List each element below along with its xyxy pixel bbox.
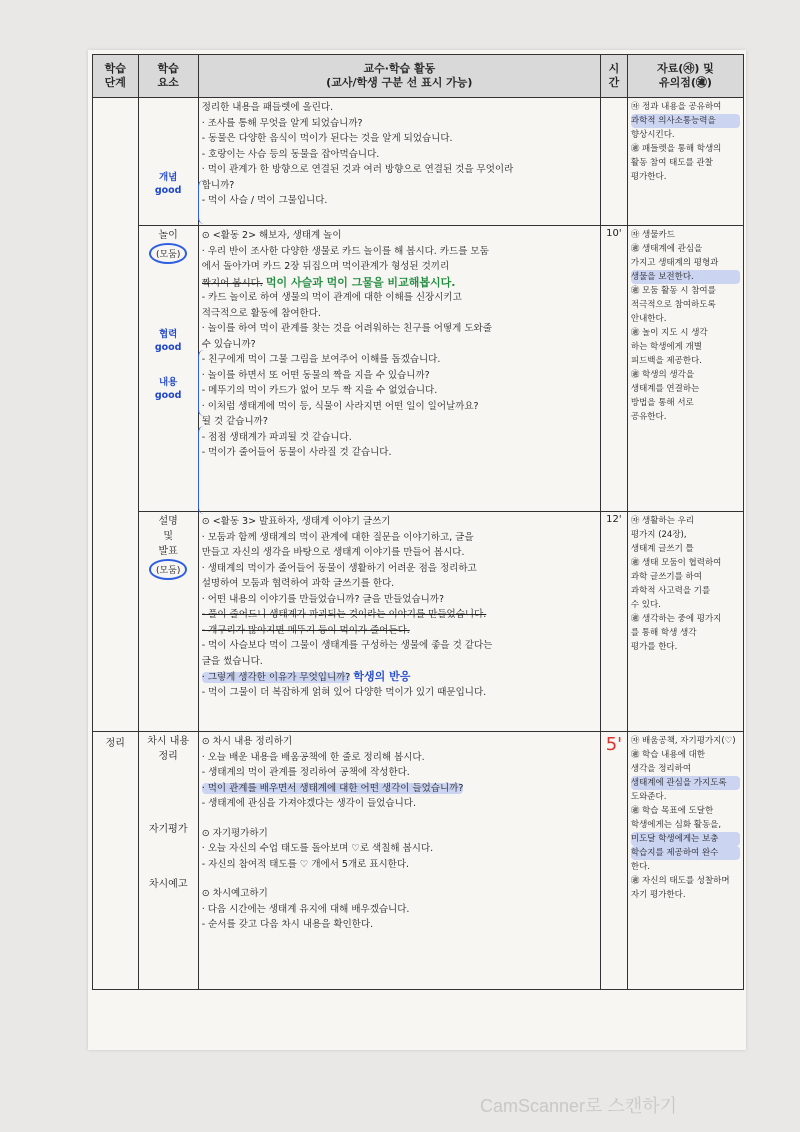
row2-res: ㉶ 생물카드: [630, 230, 675, 240]
row1-res: 향상시킨다.: [630, 130, 675, 140]
row3-res: 를 통해 학생 생각: [630, 628, 697, 638]
row2-green-annotation: 먹이 사슬과 먹이 그물을 비교해봅시다.: [265, 275, 456, 289]
row3-res: 과학 글쓰기를 하여: [630, 572, 702, 582]
row4-line: [202, 781, 597, 797]
row2-time: 10': [600, 226, 627, 512]
row3-res: 수 있다.: [630, 600, 661, 610]
row2-res: ㊜ 생태계에 관심을: [630, 244, 703, 254]
row2-bracket-mark: [198, 350, 205, 416]
row4-activity: [198, 732, 600, 990]
row2-line: - 메뚜기의 먹이 카드가 없어 모두 짝 지을 수 없었습니다.: [201, 385, 438, 396]
row4-res: 자기 평가한다.: [630, 890, 686, 900]
row4-resources: [627, 732, 743, 990]
row2-res: 하는 학생에게 개별: [630, 342, 702, 352]
row2-line: 적극적으로 활동에 참여한다.: [201, 307, 321, 319]
row3-line: - 개구리가 많아지면 메뚜기 등이 먹이가 줄어든다.: [201, 624, 410, 636]
row4-res: ㊜ 학습 목표에 도달한: [630, 806, 714, 816]
header-resources-sub: 유의점(㊜): [658, 76, 712, 89]
row2-note-good1: good: [154, 342, 182, 353]
row4-line: - 생태계에 관심을 가져야겠다는 생각이 들었습니다.: [201, 798, 416, 809]
row4-res: 학습지를 제공하여 완수: [631, 846, 740, 860]
row2-line: ⊙ <활동 2> 해보자, 생태계 놀이: [201, 230, 342, 241]
row3-highlight: · 그렇게 생각한 이유가 무엇입니까?: [201, 672, 351, 683]
row2-res: 적극적으로 참여하도록: [630, 300, 716, 310]
row4-line: - 자신의 참여적 태도를 ♡ 개에서 5개로 표시한다.: [201, 858, 410, 870]
row4-stage: 정리: [93, 732, 139, 990]
header-resources-title: 자료(㉶) 및: [657, 62, 714, 75]
lesson-plan-table: [92, 54, 744, 990]
row2-res: 생물을 보전한다.: [631, 270, 740, 284]
row1-line: · 조사를 통해 무엇을 알게 되었습니까?: [201, 117, 363, 129]
row3-line: · 모둠과 함께 생태계의 먹이 관계에 대한 질문을 이야기하고, 글을: [201, 531, 474, 543]
row2-line: 에서 돌아가며 카드 2장 뒤집으며 먹이관계가 형성된 것끼리: [201, 261, 450, 272]
header-activity-sub: (교사/학생 구분 선 표시 가능): [326, 76, 473, 89]
row1-line: - 호랑이는 사슴 등의 동물을 잡아먹습니다.: [201, 148, 380, 160]
row1-resources: [627, 98, 743, 226]
row1-res: 활동 참여 태도를 관찰: [630, 158, 713, 168]
row1-res: ㉶ 정과 내용을 공유하여: [630, 102, 722, 112]
header-row: [93, 55, 744, 98]
row2-line: · 우리 반이 조사한 다양한 생물로 카드 놀이를 해 봅시다. 카드를 모둠: [201, 245, 489, 257]
row2-resources: [627, 226, 743, 512]
row1-note-good: good: [154, 184, 182, 196]
row1-line: - 동물은 다양한 음식이 먹이가 된다는 것을 알게 되었습니다.: [201, 133, 453, 144]
row4-res: 생각을 정리하여: [630, 764, 692, 774]
row3-res: 생태계 글쓰기 틀: [630, 544, 694, 554]
row3-line: ⊙ <활동 3> 발표하자, 생태계 이야기 글쓰기: [201, 516, 391, 527]
row1-stage: [93, 98, 139, 732]
row3-res: 과학적 사고력을 기를: [630, 586, 711, 596]
row3-element-label: 설명 및 발표: [158, 516, 178, 557]
row2-note-content: 내용: [158, 377, 178, 388]
row4-res: 학생에게는 심화 활동을,: [630, 820, 722, 830]
row2-res: ㊜ 모둠 활동 시 참여를: [630, 286, 716, 296]
row2-res: 방법을 통해 서로: [630, 398, 694, 408]
row4-element-preview: 차시예고: [148, 879, 188, 890]
row4-line: · 오늘 배운 내용을 배움공책에 한 줄로 정리해 봅시다.: [201, 751, 425, 763]
row4-element: [138, 732, 198, 990]
row2-res: ㊜ 놀이 지도 시 생각: [630, 328, 708, 338]
row2-line: - 카드 놀이로 하여 생물의 먹이 관계에 대한 이해를 신장시키고: [201, 292, 462, 303]
row2-activity: [198, 226, 600, 512]
row2-line: - 점점 생태계가 파괴될 것 같습니다.: [201, 431, 352, 443]
row3-resources: [627, 512, 743, 732]
row4-res: 생태계에 관심을 가지도록: [631, 776, 740, 790]
header-element: 학습 요소: [138, 55, 198, 98]
row4-line: · 다음 시간에는 생태계 유지에 대해 배우겠습니다.: [201, 903, 410, 915]
row-explain: [93, 512, 744, 732]
row4-line: ⊙ 차시예고하기: [201, 888, 268, 899]
row1-res: 과학적 의사소통능력을: [631, 114, 740, 128]
row3-element: [138, 512, 198, 732]
row1-note-concept: 개념: [158, 171, 178, 183]
row2-line: · 놀이를 하여 먹이 관계를 찾는 것을 어려워하는 친구를 어떻게 도와줄: [201, 323, 492, 334]
row2-res: 피드백을 제공한다.: [630, 356, 702, 366]
row3-res: ㊜ 생각하는 중에 평가지: [630, 614, 722, 624]
header-activity: [198, 55, 600, 98]
row4-res: 미도달 학생에게는 보충: [631, 832, 740, 846]
row-organize: [93, 98, 744, 226]
row2-line: [202, 275, 597, 291]
row4-element-summary: 차시 내용 정리: [147, 736, 190, 762]
row3-line: [202, 669, 597, 685]
header-stage: 학습 단계: [93, 55, 139, 98]
row1-line: · 먹이 관계가 한 방향으로 연결된 것과 여러 방향으로 연결된 것을 무엇이라: [201, 164, 514, 175]
row3-line: - 풀이 줄어드니 생태계가 파괴되는 것이라는 이야기를 만들었습니다.: [201, 609, 487, 620]
row1-line: 합니까?: [201, 179, 235, 191]
row2-line: 될 것 같습니까?: [201, 416, 268, 427]
row3-res: ㉶ 생활하는 우리: [630, 516, 695, 526]
row3-res: 평가지 (24장),: [630, 530, 687, 540]
row2-line: · 놀이를 하면서 또 어떤 동물의 짝을 지을 수 있습니까?: [201, 369, 430, 381]
row4-res: 도와준다.: [630, 792, 667, 802]
row2-note-good2: good: [154, 390, 182, 401]
row4-res: ㉶ 배움공책, 자기평가지(♡): [630, 736, 736, 746]
row4-res: ㊜ 학습 내용에 대한: [630, 750, 705, 760]
row4-line: · 오늘 자신의 수업 태도를 돌아보며 ♡로 색칠해 봅시다.: [201, 843, 434, 854]
row2-struck-text: 짝지어 봅시다.: [201, 277, 263, 289]
row4-highlight: · 먹이 관계를 배우면서 생태계에 대한 어떤 생각이 들었습니까?: [201, 782, 464, 794]
row3-line: - 먹이 사슬보다 먹이 그물이 생태계를 구성하는 생물에 좋을 것 같다는: [201, 640, 493, 651]
row3-line: · 생태계의 먹이가 줄어들어 동물이 생활하기 어려운 점을 정리하고: [201, 562, 477, 574]
row4-element-selfeval: 자기평가: [148, 824, 188, 835]
row4-line: ⊙ 자기평가하기: [201, 827, 268, 839]
row-summary: [93, 732, 744, 990]
row-play: [93, 226, 744, 512]
row1-line: 정리한 내용을 패들렛에 올린다.: [201, 102, 334, 113]
row1-activity: [198, 98, 600, 226]
row2-res: ㊜ 학생의 생각을: [630, 370, 695, 380]
row2-res: 생태계를 연결하는: [630, 384, 700, 394]
row3-time: 12': [600, 512, 627, 732]
row2-group-circle: (모둠): [149, 243, 187, 264]
row3-res: 평가를 한다.: [630, 642, 678, 652]
row2-res: 가지고 생태계의 평형과: [630, 258, 719, 268]
row1-bracket-mark: [198, 180, 205, 224]
row2-line: · 이처럼 생태계에 먹이 등, 식물이 사라지면 어떤 일이 일어날까요?: [201, 400, 479, 412]
row2-element-label: 놀이: [158, 230, 178, 241]
header-resources: [627, 55, 743, 98]
row2-line: - 친구에게 먹이 그물 그림을 보여주어 이해를 돕겠습니다.: [201, 354, 441, 365]
row2-res: 안내한다.: [630, 314, 667, 324]
row4-res: ㊜ 자신의 태도를 성찰하며: [630, 876, 730, 886]
row2-note-cooperation: 협력: [158, 329, 178, 340]
row3-line: · 어떤 내용의 이야기를 만들었습니까? 글을 만들었습니까?: [201, 593, 445, 605]
row3-line: - 먹이 그물이 더 복잡하게 얽혀 있어 다양한 먹이가 있기 때문입니다.: [201, 686, 487, 698]
row2-bracket-mark-2: [198, 426, 205, 514]
row1-element: [138, 98, 198, 226]
row1-res: 평가한다.: [630, 172, 667, 182]
row4-line: - 생태계의 먹이 관계를 정리하여 공책에 작성한다.: [201, 767, 410, 778]
row4-time: 5': [600, 732, 627, 990]
header-activity-title: 교수·학습 활동: [363, 62, 436, 75]
row2-line: 수 있습니까?: [201, 338, 256, 350]
row4-res: 한다.: [630, 862, 650, 872]
row3-line: 글을 썼습니다.: [201, 655, 263, 667]
header-time: 시 간: [600, 55, 627, 98]
row2-line: - 먹이가 줄어들어 동물이 사라질 것 같습니다.: [201, 447, 392, 458]
row3-line: 설명하여 모둠과 협력하여 과학 글쓰기를 한다.: [201, 578, 395, 589]
row1-res: ㊜ 패들렛을 통해 학생의: [630, 144, 722, 154]
row3-activity: [198, 512, 600, 732]
row4-line: ⊙ 차시 내용 정리하기: [201, 736, 293, 747]
row3-group-circle: (모둠): [149, 559, 187, 580]
row2-element: [138, 226, 198, 512]
row3-res: ㊜ 생태 모둠이 협력하여: [630, 558, 722, 568]
row3-blue-annotation: 학생의 반응: [353, 670, 411, 683]
row4-line: - 순서를 갖고 다음 차시 내용을 확인한다.: [201, 919, 374, 930]
row1-line: - 먹이 사슬 / 먹이 그물입니다.: [201, 195, 328, 206]
row3-line: 만들고 자신의 생각을 바탕으로 생태계 이야기를 만들어 봅시다.: [201, 547, 465, 558]
row1-time: [600, 98, 627, 226]
camscanner-watermark: CamScanner로 스캔하기: [480, 1096, 677, 1116]
row2-res: 공유한다.: [630, 412, 667, 422]
